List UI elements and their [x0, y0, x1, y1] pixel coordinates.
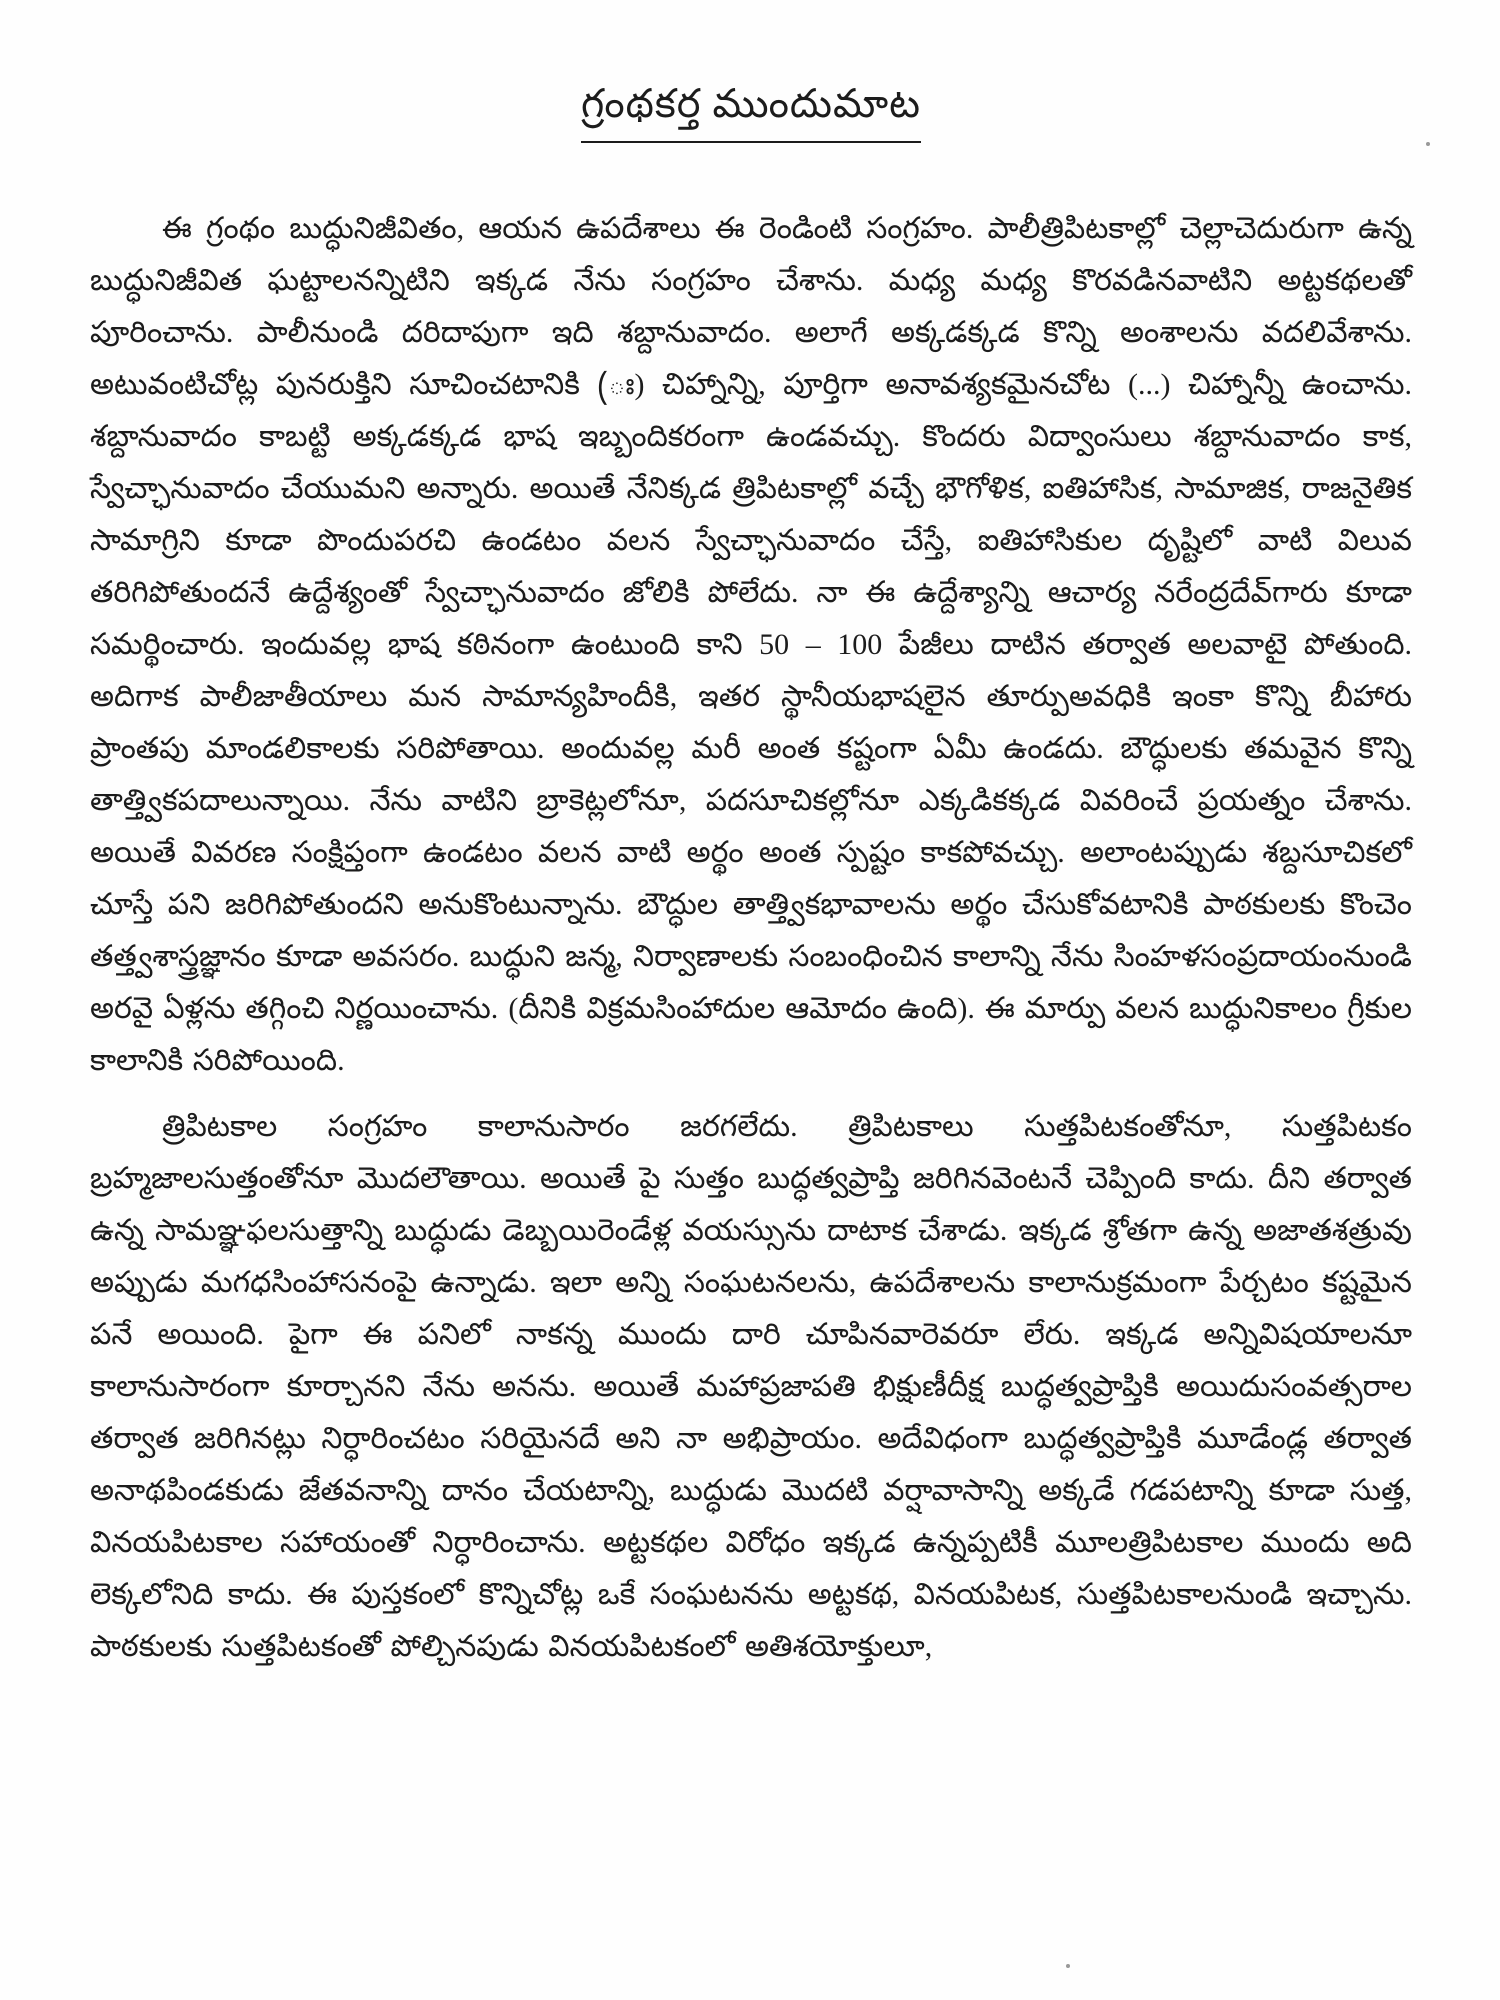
- scan-artifact-dot: [1066, 1964, 1070, 1968]
- page-title-text: గ్రంథకర్త ముందుమాట: [581, 80, 921, 143]
- page-title: [90, 80, 1412, 143]
- foreword-body: [90, 203, 1412, 1673]
- scan-artifact-dot: [1426, 142, 1430, 146]
- paragraph: ఈ గ్రంథం బుద్ధునిజీవితం, ఆయన ఉపదేశాలు ఈ రెండింటి సంగ్రహం. పాలీత్రిపిటకాల్లో చెల్లాచెదురుగా ఉన్న బుద్ధునిజీవిత ఘట్టాలనన్నిటిని ఇక్కడ నేను సంగ్రహం చేశాను. మధ్య మధ్య కొరవడినవాటిని అట్టకథలతో పూరించాను. పాలీనుండి దరిదాపుగా ఇది శబ్దానువాదం. అలాగే అక్కడక్కడ కొన్ని అంశాలను వదలివేశాను. అటువంటిచోట్ల పునరుక్తిని సూచించటానికి (ః) చిహ్నాన్ని, పూర్తిగా అనావశ్యకమైనచోట (...) చిహ్నాన్నీ ఉంచాను. శబ్దానువాదం కాబట్టి అక్కడక్కడ భాష ఇబ్బందికరంగా ఉండవచ్చు. కొందరు విద్వాంసులు శబ్దానువాదం కాక, స్వేచ్ఛానువాదం చేయుమని అన్నారు. అయితే నేనిక్కడ త్రిపిటకాల్లో వచ్చే భౌగోళిక, ఐతిహాసిక, సామాజిక, రాజనైతిక సామాగ్రిని కూడా పొందుపరచి ఉండటం వలన స్వేచ్ఛానువాదం చేస్తే, ఐతిహాసికుల దృష్టిలో వాటి విలువ తరిగిపోతుందనే ఉద్దేశ్యంతో స్వేచ్ఛానువాదం జోలికి పోలేదు. నా ఈ ఉద్దేశ్యాన్ని ఆచార్య నరేంద్రదేవ్‌గారు కూడా సమర్థించారు. ఇందువల్ల భాష కఠినంగా ఉంటుంది కాని 50 – 100 పేజీలు దాటిన తర్వాత అలవాటై పోతుంది. అదిగాక పాలీజాతీయాలు మన సామాన్యహిందీకి, ఇతర స్థానీయభాషలైన తూర్పుఅవధికి ఇంకా కొన్ని బీహారు ప్రాంతపు మాండలికాలకు సరిపోతాయి. అందువల్ల మరీ అంత కష్టంగా ఏమీ ఉండదు. బౌద్ధులకు తమవైన కొన్ని తాత్త్వికపదాలున్నాయి. నేను వాటిని బ్రాకెట్లలోనూ, పదసూచికల్లోనూ ఎక్కడికక్కడ వివరించే ప్రయత్నం చేశాను. అయితే వివరణ సంక్షిప్తంగా ఉండటం వలన వాటి అర్థం అంత స్పష్టం కాకపోవచ్చు. అలాంటప్పుడు శబ్దసూచికలో చూస్తే పని జరిగిపోతుందని అనుకొంటున్నాను. బౌద్ధుల తాత్త్వికభావాలను అర్థం చేసుకోవటానికి పాఠకులకు కొంచెం తత్త్వశాస్త్రజ్ఞానం కూడా అవసరం. బుద్ధుని జన్మ, నిర్వాణాలకు సంబంధించిన కాలాన్ని నేను సింహళసంప్రదాయంనుండి అరవై ఏళ్లను తగ్గించి నిర్ణయించాను. (దీనికి విక్రమసింహాదుల ఆమోదం ఉంది). ఈ మార్పు వలన బుద్ధునికాలం గ్రీకుల కాలానికి సరిపోయింది.: [90, 212, 1412, 1077]
- paragraph: త్రిపిటకాల సంగ్రహం కాలానుసారం జరగలేదు. త్రిపిటకాలు సుత్తపిటకంతోనూ, సుత్తపిటకం బ్రహ్మజాలసుత్తంతోనూ మొదలౌతాయి. అయితే పై సుత్తం బుద్ధత్వప్రాప్తి జరిగినవెంటనే చెప్పింది కాదు. దీని తర్వాత ఉన్న సామఞ్ఞఫలసుత్తాన్ని బుద్ధుడు డెబ్బయిరెండేళ్ల వయస్సును దాటాక చేశాడు. ఇక్కడ శ్రోతగా ఉన్న అజాతశత్రువు అప్పుడు మగధసింహాసనంపై ఉన్నాడు. ఇలా అన్ని సంఘటనలను, ఉపదేశాలను కాలానుక్రమంగా పేర్చటం కష్టమైన పనే అయింది. పైగా ఈ పనిలో నాకన్న ముందు దారి చూపినవారెవరూ లేరు. ఇక్కడ అన్నివిషయాలనూ కాలానుసారంగా కూర్చానని నేను అనను. అయితే మహాప్రజాపతి భిక్షుణీదీక్ష బుద్ధత్వప్రాప్తికి అయిదుసంవత్సరాల తర్వాత జరిగినట్లు నిర్ధారించటం సరియైనదే అని నా అభిప్రాయం. అదేవిధంగా బుద్ధత్వప్రాప్తికి మూడేండ్ల తర్వాత అనాథపిండకుడు జేతవనాన్ని దానం చేయటాన్ని, బుద్ధుడు మొదటి వర్షావాసాన్ని అక్కడే గడపటాన్ని కూడా సుత్త, వినయపిటకాల సహాయంతో నిర్ధారించాను. అట్టకథల విరోధం ఇక్కడ ఉన్నప్పటికీ మూలత్రిపిటకాల ముందు అది లెక్కలోనిది కాదు. ఈ పుస్తకంలో కొన్నిచోట్ల ఒకే సంఘటనను అట్టకథ, వినయపిటక, సుత్తపిటకాలనుండి ఇచ్చాను. పాఠకులకు సుత్తపిటకంతో పోల్చినపుడు వినయపిటకంలో అతిశయోక్తులూ,: [90, 1110, 1412, 1663]
